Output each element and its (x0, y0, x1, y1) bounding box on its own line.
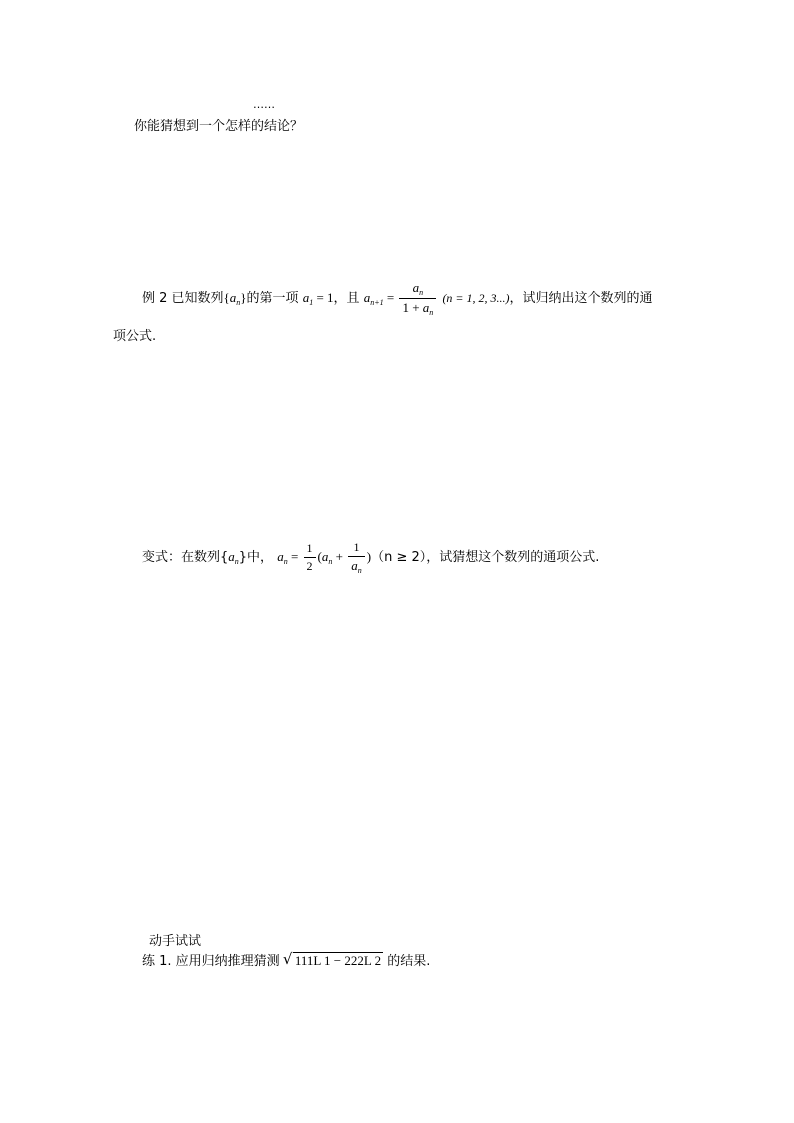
a1-var: a (302, 290, 310, 305)
set-close-brace: } (240, 290, 247, 305)
exercise-1-lead: 练 1. 应用归纳推理猜测 (142, 954, 280, 969)
recursion-lhs-var: a (363, 290, 371, 305)
example-2-tail: ，试归纳出这个数列的通 (509, 291, 653, 306)
set-open-brace: { (223, 290, 230, 305)
radicand: 111L 1 − 222L 2 (294, 953, 382, 968)
fraction-num-sub: n (419, 288, 424, 297)
fraction-den-prefix: 1 + (402, 300, 423, 315)
variant-open-paren: ( (317, 549, 322, 564)
variant-lhs-var: a (277, 549, 284, 564)
variant-seq-var: a (228, 549, 235, 564)
inverse-fraction (348, 540, 365, 575)
example-2-statement (142, 280, 653, 317)
variant-close: }中， (238, 550, 274, 565)
variant-lead: 变式：在数列{ (142, 550, 229, 565)
exercise-1 (142, 950, 430, 969)
recursion-condition: (n = 1, 2, 3...) (442, 291, 510, 305)
inverse-den-sub: n (357, 566, 362, 575)
fraction-den-var: a (422, 300, 430, 315)
example-2-lead: 例 2 已知数列 (142, 291, 224, 306)
recursion-fraction (399, 280, 436, 317)
recursion-equals: = (383, 290, 398, 305)
half-num: 1 (306, 541, 313, 555)
variant-close-paren: ) (366, 549, 372, 564)
variant-seq-sub: n (234, 557, 239, 566)
variant-lhs-sub: n (283, 557, 288, 566)
first-term-text: 的第一项 (246, 291, 299, 306)
sequence-sub: n (236, 298, 241, 307)
ellipsis: …… (253, 98, 275, 111)
variant-plus: + (332, 549, 347, 564)
fraction-num-var: a (412, 280, 420, 295)
example-2-line2: 项公式. (113, 329, 157, 344)
inverse-den-var: a (351, 558, 358, 573)
a1-rhs: = 1 (313, 290, 334, 305)
try-it-heading: 动手试试 (149, 934, 202, 949)
fraction-den-sub: n (429, 308, 434, 317)
half-fraction (304, 541, 316, 574)
guess-question: 你能猜想到一个怎样的结论？ (134, 119, 304, 134)
variant-statement (142, 540, 599, 575)
variant-inner-sub: n (328, 557, 333, 566)
and-text: ，且 (333, 291, 360, 306)
square-root (284, 953, 383, 969)
exercise-1-tail: 的结果. (387, 954, 431, 969)
half-den: 2 (304, 557, 316, 574)
recursion-lhs-sub: n+1 (370, 298, 384, 307)
inverse-num: 1 (353, 540, 360, 554)
variant-equals: = (287, 549, 302, 564)
a1-sub: 1 (309, 298, 314, 307)
variant-condition: （n ≥ 2），试猜想这个数列的通项公式. (371, 550, 600, 565)
variant-inner-var: a (321, 549, 329, 564)
sequence-var: a (229, 290, 237, 305)
